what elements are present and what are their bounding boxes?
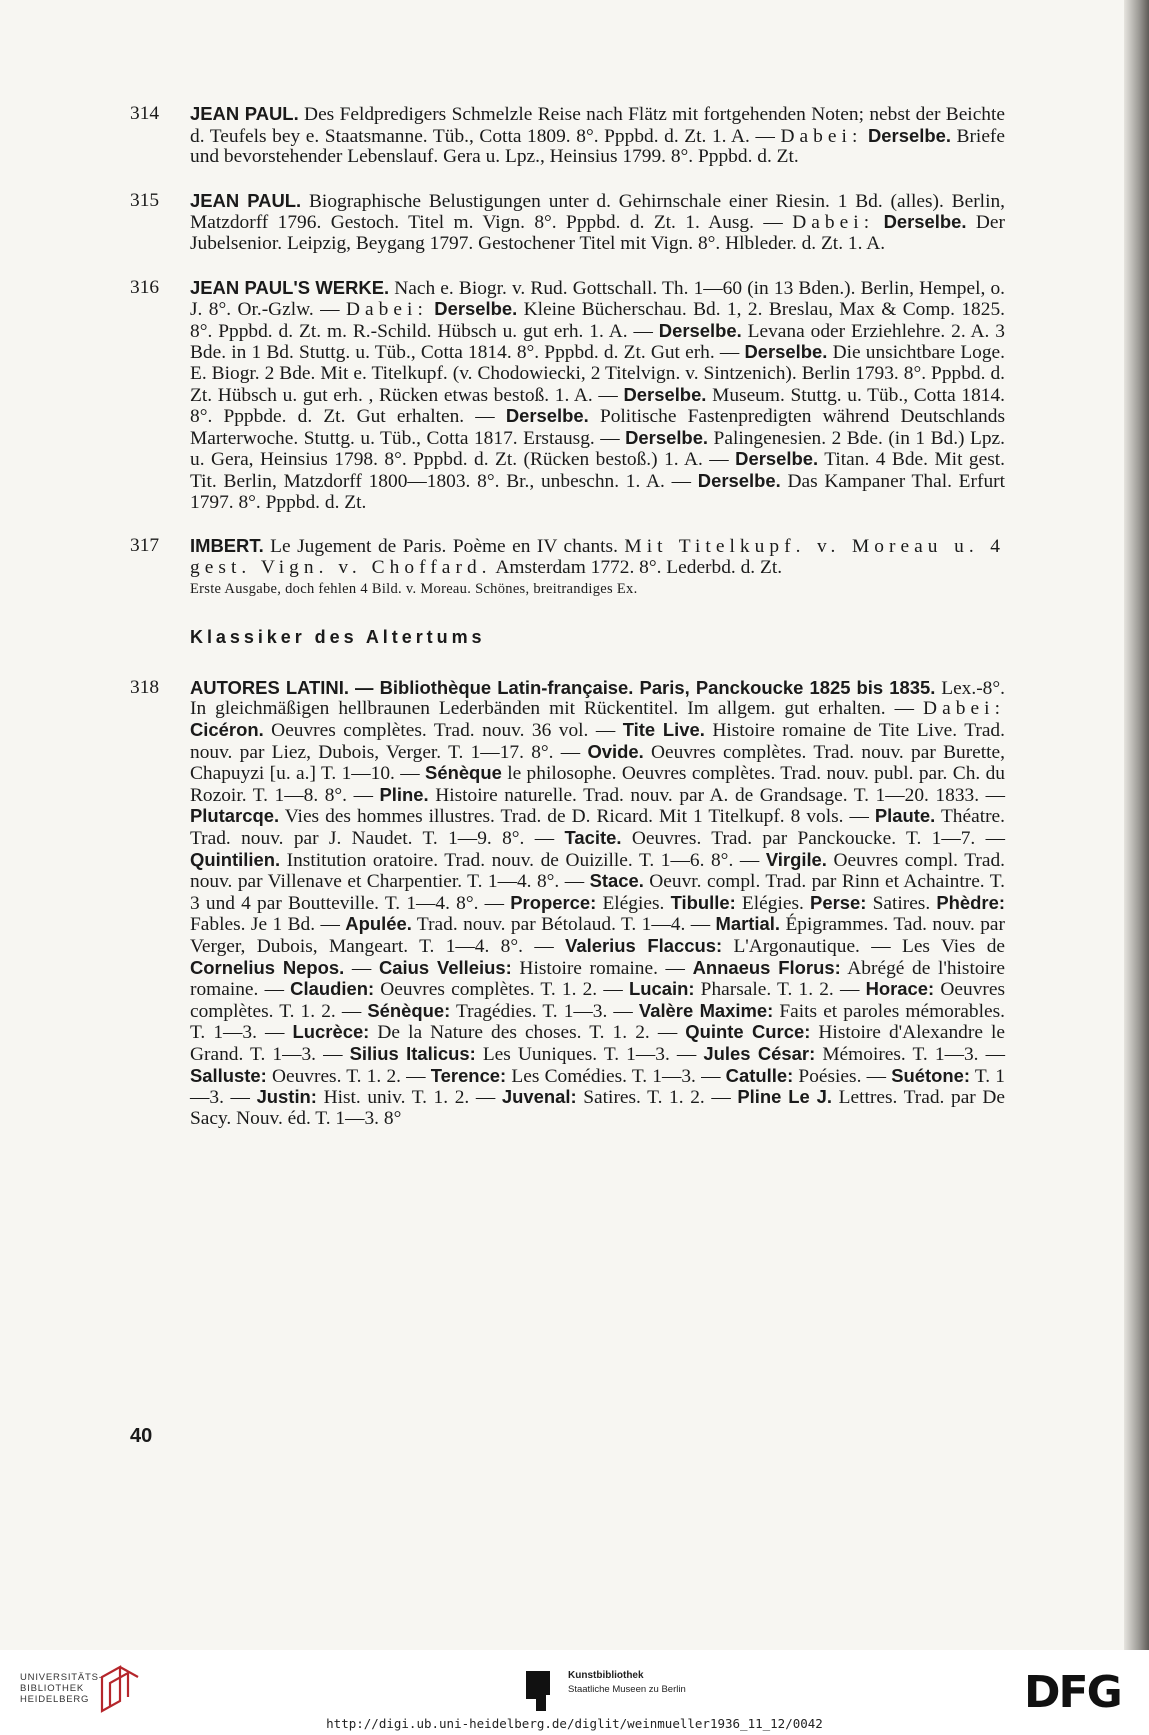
- entry-text-run: Lettres. Trad. par De Sacy. Nouv. éd. T. 1—3. 8°: [190, 1087, 1005, 1129]
- entry-text-run: Satires.: [866, 892, 937, 914]
- section-heading: Klassiker des Altertums: [190, 627, 486, 648]
- entry-bold-term: Martial.: [715, 913, 781, 935]
- entry-number: 315: [130, 189, 160, 211]
- entry-bold-term: Pline.: [379, 783, 429, 805]
- entry-bold-term: Virgile.: [765, 848, 827, 870]
- entry-bold-term: Quintilien.: [190, 848, 281, 870]
- entry-text-run: —: [344, 957, 379, 979]
- entry-note: Erste Ausgabe, doch fehlen 4 Bild. v. Moreau. Schönes, breitrandiges Ex.: [190, 581, 638, 598]
- catalogue-entry: [130, 104, 1005, 168]
- entry-bold-term: Perse:: [810, 891, 867, 913]
- entry-text-run: Oeuvres. T. 1. 2. —: [266, 1065, 431, 1087]
- entry-text-run: Satires. T. 1. 2. —: [576, 1087, 738, 1109]
- entry-bold-term: Derselbe.: [623, 383, 707, 405]
- entry-text-run: Histoire romaine. —: [511, 957, 693, 979]
- entry-text-run: Les Comédies. T. 1—3. —: [506, 1065, 726, 1087]
- entry-text-run: T. 1—3. —: [190, 1065, 1005, 1109]
- catalogue-content: [130, 104, 1005, 1152]
- entry-bold-term: Sénèque:: [367, 999, 451, 1021]
- entry-bold-term: Derselbe.: [868, 124, 951, 146]
- entry-bold-term: Derselbe.: [625, 426, 709, 448]
- entry-text-run: Oeuvres complètes. Trad. nouv. 36 vol. —: [263, 720, 623, 742]
- entry-text-run: Histoire naturelle. Trad. nouv. par A. de Grandsage. T. 1—20. 1833. —: [428, 784, 1005, 806]
- entry-bold-term: Derselbe.: [434, 298, 518, 320]
- entry-bold-term: Properce:: [510, 891, 597, 913]
- entry-text-run: Pharsale. T. 1. 2. —: [694, 979, 866, 1001]
- entry-bold-term: Annaeus Florus:: [692, 956, 841, 978]
- entry-bold-term: Derselbe.: [697, 469, 781, 491]
- entry-bold-term: Silius Italicus:: [349, 1042, 476, 1064]
- catalogue-entry: [130, 191, 1005, 255]
- entries-list-b: [130, 678, 1005, 1129]
- entry-bold-term: Derselbe.: [883, 211, 967, 233]
- entry-bold-term: Apulée.: [345, 913, 412, 935]
- entry-bold-term: Derselbe.: [744, 341, 828, 363]
- entry-bold-term: Juvenal:: [501, 1086, 577, 1108]
- entry-spaced-text: Dabei:: [923, 698, 1005, 720]
- university-library-logo[interactable]: [20, 1672, 103, 1705]
- entry-spaced-text: Dabei:: [345, 299, 428, 321]
- kunstbibliothek-subtitle: Staatliche Museen zu Berlin: [568, 1684, 686, 1695]
- entry-bold-term: AUTORES LATINI. — Bibliothèque Latin-française. Paris, Panckoucke 1825 bis 1835.: [190, 676, 936, 698]
- entry-text-run: Levana oder Erziehlehre. 2. A. 3 Bde. in 1 Bd. Stuttg. u. Tüb., Cotta 1814. 8°. Pppbd. d. Zt. Gut erh. —: [190, 320, 1005, 364]
- kunstbibliothek-title: Kunstbibliothek: [568, 1670, 644, 1681]
- page-edge-shadow: [1124, 0, 1149, 1650]
- entry-text-run: Des Feldpredigers Schmelzle Reise nach Flätz mit fortgehenden Noten; nebst der Beichte d. Teufels bey e. Staatsmanne. Tüb., Cotta 1809. 8°. Pppbd. d. Zt. 1. A. —: [190, 104, 1005, 147]
- entry-text-run: Vies des hommes illustres. Trad. de D. Ricard. Mit 1 Titelkupf. 8 vols. —: [279, 806, 875, 828]
- entry-bold-term: Tibulle:: [670, 891, 736, 913]
- entry-text-run: Hist. univ. T. 1. 2. —: [316, 1087, 502, 1109]
- entry-bold-term: Plutarcqe.: [190, 805, 280, 827]
- entry-bold-term: Valère Maxime:: [638, 999, 774, 1021]
- entry-number: 314: [130, 103, 160, 124]
- entry-bold-term: Ovide.: [587, 740, 644, 762]
- entry-text-run: De la Nature des choses. T. 1. 2. —: [369, 1022, 686, 1044]
- kunstbibliothek-mark-icon: [522, 1665, 558, 1715]
- entry-text: [190, 678, 1005, 1129]
- entry-text-run: Oeuvr. compl. Trad. par Rinn et Achaintre. T. 3 und 4 par Boutteville. T. 1—4. 8°. —: [190, 871, 1005, 914]
- entry-bold-term: Jules César:: [703, 1042, 816, 1064]
- entry-text-run: Abrégé de l'histoire romaine. —: [190, 957, 1005, 1001]
- entry-text-run: Biographische Belustigungen unter d. Gehirnschale einer Riesin. 1 Bd. (alles). Berlin, Matzdorff 1796. Gestoch. Titel m. Vign. 8°. Pppbd. d. Zt. 1. Ausg. —: [190, 190, 1006, 234]
- entry-bold-term: Lucain:: [628, 978, 695, 1000]
- entry-bold-term: Plaute.: [874, 805, 936, 827]
- entry-bold-term: Suétone:: [891, 1064, 971, 1086]
- entry-text-run: le philosophe. Oeuvres complètes. Trad. nouv. publ. par. Ch. du Rozoir. T. 1—8. 8°. —: [190, 763, 1005, 806]
- entry-text-run: Trad. nouv. par Bétolaud. T. 1—4. —: [411, 914, 716, 936]
- entry-spaced-text: Dabei:: [792, 212, 875, 234]
- entry-bold-term: Claudien:: [290, 978, 375, 1000]
- entry-bold-term: Derselbe.: [735, 448, 819, 470]
- entry-text-run: Les Uuniques. T. 1—3. —: [475, 1043, 704, 1065]
- entry-bold-term: Quinte Curce:: [685, 1021, 811, 1043]
- kunstbibliothek-logo[interactable]: [568, 1669, 686, 1696]
- entry-text-run: Tragédies. T. 1—3. —: [450, 1000, 639, 1022]
- entry-bold-term: Catulle:: [725, 1064, 794, 1086]
- entry-bold-term: Phèdre:: [936, 891, 1005, 913]
- entry-spaced-text: Mit Titelkupf. v. Moreau u. 4 gest. Vign. v. Choffard.: [190, 536, 1005, 578]
- entry-text-run: Oeuvres compl. Trad. nouv. par Villenave et Charpentier. T. 1—4. 8°. —: [190, 849, 1005, 893]
- entry-text-run: Der Jubelsenior. Leipzig, Beygang 1797. Gestochener Titel mit Vign. 8°. Hlbleder. d. Zt. 1. A.: [190, 212, 1005, 254]
- entry-bold-term: JEAN PAUL'S WERKE.: [190, 276, 390, 298]
- entry-number: 317: [130, 535, 160, 557]
- entry-text-run: Le Jugement de Paris. Poème en IV chants.: [263, 536, 625, 558]
- entry-text-run: Poésies. —: [793, 1065, 892, 1087]
- dfg-logo[interactable]: DFG: [1024, 1667, 1121, 1718]
- catalogue-entry: [130, 678, 1005, 1129]
- entry-bold-term: Lucrèce:: [292, 1021, 370, 1043]
- entry-bold-term: Tite Live.: [622, 719, 705, 741]
- entry-text: [190, 104, 1005, 168]
- entry-text-run: Théatre. Trad. nouv. par J. Naudet. T. 1—9. 8°. —: [190, 806, 1005, 850]
- footer-url[interactable]: http://digi.ub.uni-heidelberg.de/diglit/weinmueller1936_11_12/0042: [326, 1716, 823, 1731]
- catalogue-entry: [130, 536, 1005, 599]
- university-library-logo-text: UNIVERSITÄTS- BIBLIOTHEK HEIDELBERG: [20, 1672, 103, 1705]
- entry-text: [190, 191, 1005, 255]
- entry-text-run: Oeuvres complètes. Trad. nouv. par Burette, Chapuyzi [u. a.] T. 1—10. —: [190, 741, 1005, 785]
- entry-text-run: Amsterdam 1772. 8°. Lederbd. d. Zt.: [491, 556, 783, 578]
- entry-number: 316: [130, 276, 160, 298]
- entry-text-run: Oeuvres complètes. T. 1. 2. —: [190, 979, 1005, 1022]
- entry-text-run: L'Argonautique. — Les Vies de: [722, 936, 1005, 957]
- entry-bold-term: IMBERT.: [190, 535, 264, 557]
- entry-text-run: Elégies.: [735, 892, 811, 914]
- entry-bold-term: JEAN PAUL.: [190, 189, 302, 211]
- entry-text-run: Politische Fastenpredigten während Deutschlands Marterwoche. Stuttg. u. Tüb., Cotta 1817. Erstausg. —: [190, 406, 1005, 449]
- entry-text-run: Die unsichtbare Loge. E. Biogr. 2 Bde. Mit e. Titelkupf. (v. Chodowiecki, 2 Titelvign. v. Sintzenich). Berlin 1793. 8°. Pppbd. d. Zt. Hübsch u. gut erh. , Rücken etwas bestoß. 1. A. —: [190, 342, 1006, 406]
- entry-text-run: Briefe und bevorstehender Lebenslauf. Gera u. Lpz., Heinsius 1799. 8°. Pppbd. d. Zt.: [190, 125, 1005, 168]
- entry-text-run: Elégies.: [596, 892, 671, 914]
- catalogue-entry: [130, 278, 1005, 514]
- page-number: 40: [130, 1425, 153, 1447]
- entry-bold-term: Caius Velleius:: [378, 956, 512, 978]
- entry-bold-term: Justin:: [256, 1086, 317, 1108]
- entry-text: [190, 536, 1005, 578]
- entry-text-run: Lex.-8°. In gleichmäßigen hellbraunen Lederbänden mit Rückentitel. Im allgem. gut erhalten. —: [190, 677, 1005, 720]
- entry-text-run: Titan. 4 Bde. Mit gest. Tit. Berlin, Matzdorff 1800—1803. 8°. Br., unbeschn. 1. A. —: [190, 449, 1005, 492]
- entry-bold-term: Horace:: [865, 978, 935, 1000]
- entry-text-run: Institution oratoire. Trad. nouv. de Ouizille. T. 1—6. 8°. —: [280, 849, 766, 871]
- entry-bold-term: Pline Le J.: [737, 1086, 833, 1108]
- entry-text-run: Histoire romaine de Tite Live. Trad. nouv. par Liez, Dubois, Verger. T. 1—17. 8°. —: [190, 720, 1005, 763]
- entry-text-run: Das Kampaner Thal. Erfurt 1797. 8°. Pppbd. d. Zt.: [190, 470, 1005, 513]
- entry-text-run: Histoire d'Alexandre le Grand. T. 1—3. —: [190, 1022, 1005, 1065]
- entry-text-run: Oeuvres. Trad. par Panckoucke. T. 1—7. —: [621, 828, 1006, 850]
- entry-text-run: Oeuvres complètes. T. 1. 2. —: [374, 979, 629, 1001]
- entry-bold-term: Cornelius Nepos.: [190, 956, 345, 978]
- entry-text-run: Mémoires. T. 1—3. —: [815, 1043, 1005, 1065]
- entry-number: 318: [130, 676, 160, 698]
- entries-list-a: [130, 104, 1005, 599]
- entry-bold-term: Derselbe.: [658, 319, 742, 341]
- entry-bold-term: Tacite.: [564, 827, 622, 849]
- entry-bold-term: Cicéron.: [190, 719, 264, 741]
- entry-bold-term: Sénèque: [425, 762, 502, 784]
- entry-bold-term: Salluste:: [190, 1064, 267, 1086]
- entry-bold-term: JEAN PAUL.: [190, 103, 299, 124]
- entry-text-run: [874, 212, 883, 233]
- entry-text-run: Épigrammes. Tad. nouv. par Verger, Dubois, Mangeart. T. 1—4. 8°. —: [190, 914, 1005, 957]
- entry-text-run: Kleine Bücherschau. Bd. 1, 2. Breslau, Max & Comp. 1825. 8°. Pppbd. d. Zt. m. R.-Schild. Hübsch u. gut erh. 1. A. —: [190, 299, 1005, 342]
- entry-bold-term: Derselbe.: [505, 405, 589, 427]
- entry-text-run: Museum. Stuttg. u. Tüb., Cotta 1814. 8°. Pppbde. d. Zt. Gut erhalten. —: [190, 384, 1006, 428]
- entry-text-run: Nach e. Biogr. v. Rud. Gottschall. Th. 1—60 (in 13 Bden.). Berlin, Hempel, o. J. 8°. Or.-Gzlw. —: [190, 277, 1005, 321]
- entry-bold-term: Valerius Flaccus:: [565, 935, 723, 956]
- entry-text-run: Palingenesien. 2 Bde. (in 1 Bd.) Lpz. u. Gera, Heinsius 1798. 8°. Pppbd. d. Zt. (Rücken bestoß.) 1. A. —: [190, 427, 1005, 471]
- entry-text: [190, 278, 1005, 514]
- entry-bold-term: Stace.: [589, 870, 644, 892]
- university-library-mark-icon: [98, 1663, 146, 1715]
- entry-spaced-text: Dabei:: [780, 125, 863, 147]
- entry-bold-term: Terence:: [430, 1064, 507, 1086]
- entry-text-run: Faits et paroles mémorables. T. 1—3. —: [190, 1000, 1005, 1044]
- entry-text-run: Fables. Je 1 Bd. —: [190, 914, 346, 936]
